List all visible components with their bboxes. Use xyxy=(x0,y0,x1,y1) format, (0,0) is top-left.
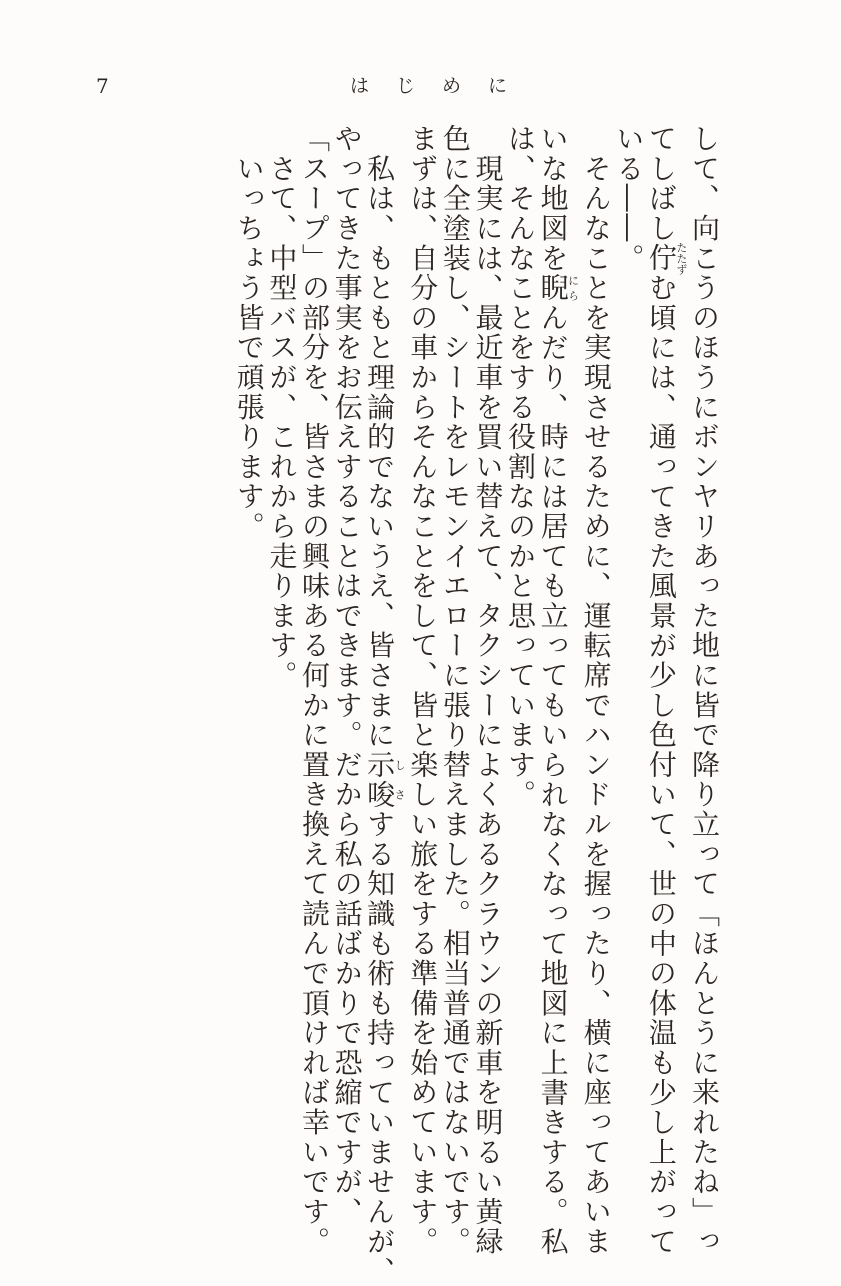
text-line: 「スープ」の部分を、皆さまの興味ある何かに置き換えて読んで頂ければ幸いです。 xyxy=(297,124,331,1257)
text-line xyxy=(644,124,688,1257)
ruby-word xyxy=(644,241,688,275)
text-segment: いな地図を xyxy=(536,124,570,273)
text-line: やってきた事実をお伝えすることはできます。だから私の話ばかりで恐縮ですが、 xyxy=(330,124,364,1227)
text-line: 現実には、最近車を買い替えて、タクシーによくあるクラウンの新車を明るい黄緑 xyxy=(471,124,505,1257)
ruby-base: 佇 xyxy=(644,241,678,275)
text-line: は、そんなことをする役割なのかと思っています。 xyxy=(504,124,538,810)
text-line: そんなことを実現させるために、運転席でハンドルを握ったり、横に座ってあいま xyxy=(579,124,613,1257)
text-line xyxy=(363,124,407,1286)
text-line: いる――。 xyxy=(612,124,646,273)
page-number: 7 xyxy=(96,74,109,98)
ruby-base: 示 xyxy=(363,749,397,780)
ruby-reading: たたず xyxy=(674,241,688,275)
running-head: はじめに xyxy=(350,75,535,97)
text-segment: する知識も術も持っていませんが、 xyxy=(363,809,397,1286)
text-line: 色に全塗装し、シートをレモンイエローに張り替えました。相当普通ではないです。 xyxy=(438,124,472,1257)
ruby-reading: さ xyxy=(393,779,407,810)
text-segment: てしばし xyxy=(644,124,678,244)
ruby-word xyxy=(363,749,407,780)
text-line: して、向こうのほうにボンヤリあった地に皆で降り立って「ほんとうに来れたね」っ xyxy=(688,124,721,1257)
text-line: まずは、自分の車からそんなことをして、皆と楽しい旅をする準備を始めています。 xyxy=(406,124,440,1257)
ruby-word xyxy=(536,273,580,303)
body-text xyxy=(175,124,721,1286)
text-segment: んだり、時には居ても立ってもいられなくなって地図に上書きする。私 xyxy=(536,302,570,1257)
text-segment: 私は、もともと理論的でないうえ、皆さまに xyxy=(363,124,397,750)
text-line: いっちょう皆で頑張ります。 xyxy=(232,124,266,542)
ruby-reading: し xyxy=(393,749,407,780)
ruby-base: 唆 xyxy=(363,779,397,810)
ruby-base: 睨 xyxy=(536,273,570,303)
text-segment: む頃には、通ってきた風景が少し色付いて、世の中の体温も少し上がって xyxy=(644,273,678,1257)
text-line: さて、中型バスが、これから走ります。 xyxy=(265,124,299,691)
text-line xyxy=(536,124,580,1257)
ruby-reading: にら xyxy=(566,273,580,303)
ruby-word xyxy=(363,779,407,810)
